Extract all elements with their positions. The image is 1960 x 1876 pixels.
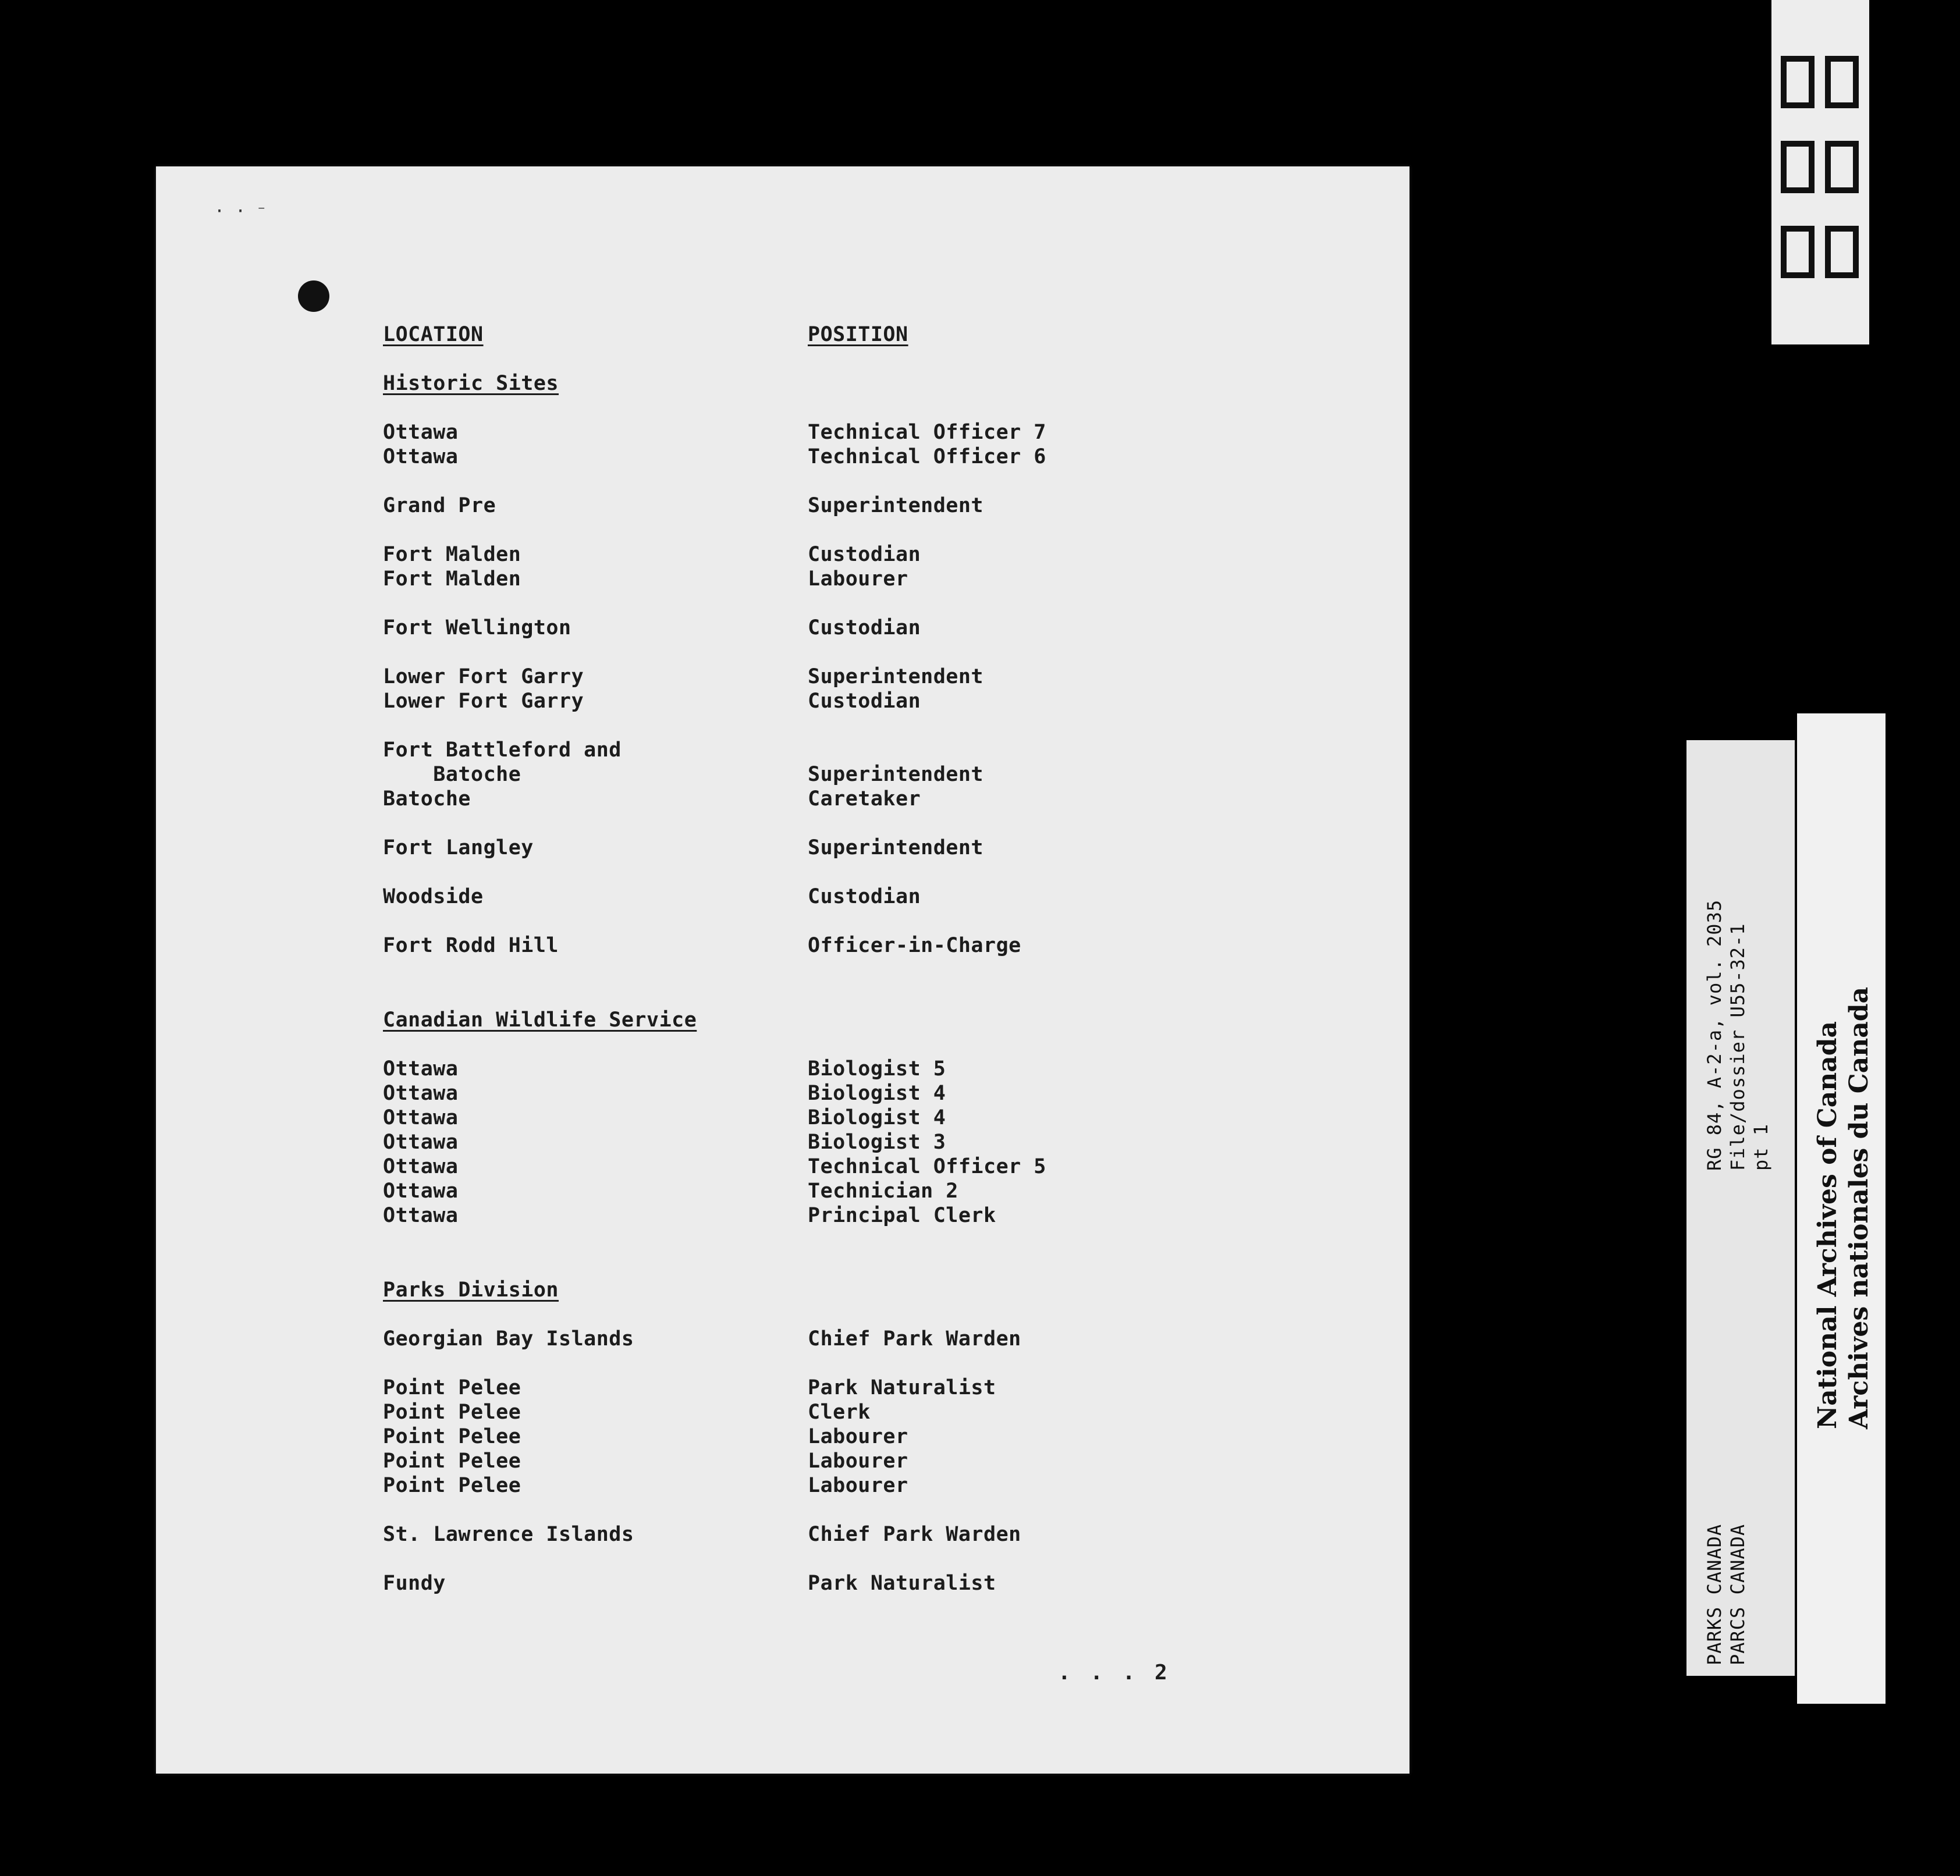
- row-position: Labourer: [808, 1449, 908, 1473]
- row-location: Grand Pre: [383, 494, 496, 517]
- row-position: Technician 2: [808, 1179, 958, 1203]
- row-location: Georgian Bay Islands: [383, 1327, 634, 1351]
- row-position: Technical Officer 7: [808, 421, 1046, 444]
- institution-line: Archives nationales du Canada: [1844, 986, 1874, 1429]
- row-position: Principal Clerk: [808, 1204, 996, 1227]
- row-location: Fort Malden: [383, 543, 521, 566]
- row-location: Point Pelee: [383, 1425, 521, 1448]
- row-position: Custodian: [808, 543, 921, 566]
- row-position: Biologist 3: [808, 1131, 946, 1154]
- counter-digit: [1825, 56, 1859, 108]
- row-location: Point Pelee: [383, 1474, 521, 1497]
- row-location: Point Pelee: [383, 1401, 521, 1424]
- row-location: Batoche: [383, 763, 521, 786]
- column-header-position: POSITION: [808, 323, 908, 346]
- row-location: St. Lawrence Islands: [383, 1523, 634, 1546]
- page-continuation: . . . 2: [1058, 1661, 1171, 1685]
- section-title: Canadian Wildlife Service: [383, 1008, 697, 1032]
- row-position: Custodian: [808, 616, 921, 639]
- row-location: Fundy: [383, 1572, 446, 1595]
- row-position: Officer-in-Charge: [808, 934, 1021, 957]
- row-location: Lower Fort Garry: [383, 665, 584, 688]
- row-location: Point Pelee: [383, 1376, 521, 1399]
- row-location: Fort Malden: [383, 567, 521, 591]
- row-position: Biologist 5: [808, 1057, 946, 1081]
- row-location: Ottawa: [383, 445, 459, 468]
- counter-digit: [1781, 56, 1815, 108]
- row-location: Ottawa: [383, 421, 459, 444]
- row-position: Labourer: [808, 567, 908, 591]
- row-position: Chief Park Warden: [808, 1327, 1021, 1351]
- row-position: Labourer: [808, 1425, 908, 1448]
- row-position: Technical Officer 6: [808, 445, 1046, 468]
- row-location: Point Pelee: [383, 1449, 521, 1473]
- row-position: Superintendent: [808, 665, 984, 688]
- row-location: Ottawa: [383, 1131, 459, 1154]
- archives-institution-label: [1797, 713, 1886, 1704]
- document-page: [156, 166, 1409, 1774]
- counter-digit: [1781, 226, 1815, 278]
- row-location: Batoche: [383, 787, 471, 811]
- section-title: Historic Sites: [383, 372, 559, 395]
- agency-line: PARKS CANADA: [1703, 1523, 1725, 1665]
- row-location: Ottawa: [383, 1057, 459, 1081]
- row-location: Fort Battleford and: [383, 738, 622, 762]
- row-location: Ottawa: [383, 1082, 459, 1105]
- row-position: Biologist 4: [808, 1106, 946, 1129]
- row-position: Superintendent: [808, 494, 984, 517]
- row-location: Woodside: [383, 885, 484, 908]
- row-position: Labourer: [808, 1474, 908, 1497]
- row-location: Fort Wellington: [383, 616, 571, 639]
- row-location: Ottawa: [383, 1106, 459, 1129]
- row-position: Park Naturalist: [808, 1376, 996, 1399]
- row-location: Fort Rodd Hill: [383, 934, 559, 957]
- counter-digit: [1781, 141, 1815, 193]
- section-title: Parks Division: [383, 1278, 559, 1302]
- column-header-location: LOCATION: [383, 323, 484, 346]
- reference-line: RG 84, A-2-a, vol. 2035: [1703, 899, 1725, 1171]
- row-position: Custodian: [808, 885, 921, 908]
- counter-digit: [1825, 226, 1859, 278]
- row-position: Biologist 4: [808, 1082, 946, 1105]
- row-position: Park Naturalist: [808, 1572, 996, 1595]
- row-location: Ottawa: [383, 1179, 459, 1203]
- institution-line: National Archives of Canada: [1813, 1021, 1842, 1429]
- row-location: Ottawa: [383, 1204, 459, 1227]
- row-position: Technical Officer 5: [808, 1155, 1046, 1178]
- row-position: Caretaker: [808, 787, 921, 811]
- row-position: Clerk: [808, 1401, 871, 1424]
- archive-reference-label: [1686, 740, 1795, 1676]
- row-location: Lower Fort Garry: [383, 690, 584, 713]
- row-location: Ottawa: [383, 1155, 459, 1178]
- row-position: Custodian: [808, 690, 921, 713]
- agency-line: PARCS CANADA: [1727, 1523, 1749, 1665]
- row-position: Chief Park Warden: [808, 1523, 1021, 1546]
- frame-counter: [1771, 0, 1869, 344]
- row-location: Fort Langley: [383, 836, 534, 859]
- paper-marks: · · ⁻: [214, 201, 267, 222]
- counter-digit: [1825, 141, 1859, 193]
- row-position: Superintendent: [808, 836, 984, 859]
- reference-line: pt 1: [1750, 1123, 1772, 1171]
- reference-line: File/dossier U55-32-1: [1727, 923, 1749, 1171]
- punch-hole: [298, 280, 329, 312]
- row-position: Superintendent: [808, 763, 984, 786]
